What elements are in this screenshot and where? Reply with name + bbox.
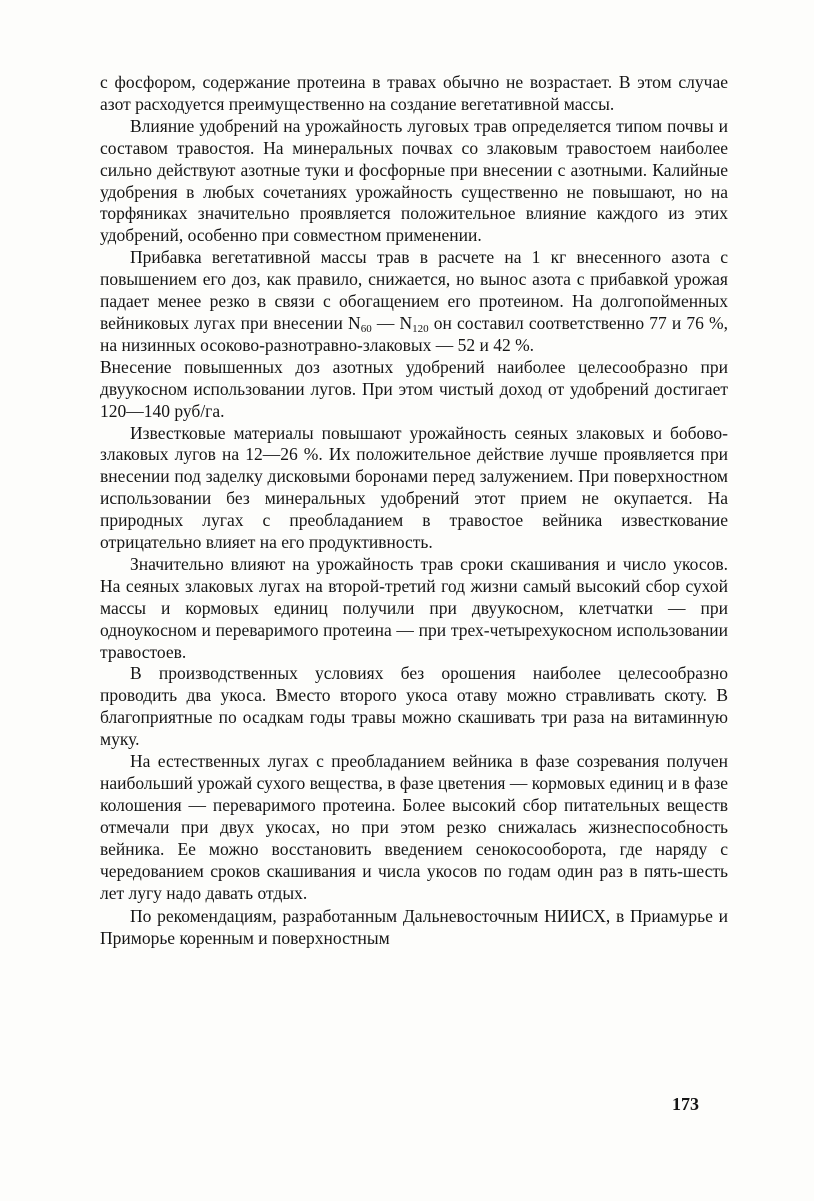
paragraph-mowing-terms: Значительно влияют на урожайность трав сроки скашивания и число укосов. На сеяных злаковых лугах на второй-третий год жизни самый высокий сбор сухой массы и кормовых единиц получили при двуукосном, клетчатки — при одноукосном и переваримого протеина — при трех-четырехукосном использовании травостоев. xyxy=(100,553,728,662)
nitrogen-subscript-60: 60 xyxy=(360,322,372,335)
nitrogen-text-part2: — N xyxy=(371,312,413,333)
nitrogen-subscript-120: 120 xyxy=(412,322,429,335)
paragraph-natural-meadows: На естественных лугах с преобладанием вейника в фазе созревания получен наибольший урожай сухого вещества, в фазе цветения — кормовых единиц и в фазе колошения — переваримого протеина. Более высокий сбор питательных веществ отмечали при двух укосах, но при этом резко снижалась жизнеспособность вейника. Ее можно восстановить введением сенокосооборота, где наряду с чередованием сроков скашивания и числа укосов по годам один раз в пять-шесть лет лугу надо давать отдых. xyxy=(100,751,728,903)
paragraph-recommendations: По рекомендациям, разработанным Дальневосточным НИИСХ, в Приамурье и Приморье коренным и поверхностным xyxy=(100,906,728,949)
body-text xyxy=(100,72,728,950)
paragraph-production-conditions: В производственных условиях без орошения наиболее целесообразно проводить два укоса. Вместо второго укоса отаву можно стравливать скоту. В благоприятные по осадкам годы травы можно скашивать три раза на витаминную муку. xyxy=(100,663,728,750)
paragraph-continuation: с фосфором, содержание протеина в травах обычно не возрастает. В этом случае азот расходуется преимущественно на создание вегетативной массы. xyxy=(100,72,728,114)
page-number: 173 xyxy=(672,1094,699,1114)
nitrogen-text-part4: Внесение повышенных доз азотных удобрений наиболее целесообразно при двуукосном использовании лугов. При этом чистый доход от удобрений достигает 120—140 руб/га. xyxy=(100,356,728,421)
paragraph-fertilizer-influence: Влияние удобрений на урожайность луговых трав определяется типом почвы и составом травостоя. На минеральных почвах со злаковым травостоем наиболее сильно действуют азотные туки и фосфорные при внесении с азотными. Калийные удобрения в любых сочетаниях урожайность существенно не повышают, но на торфяниках значительно проявляется положительное влияние каждого из этих удобрений, особенно при совместном применении. xyxy=(100,115,728,246)
paragraph-liming: Известковые материалы повышают урожайность сеяных злаковых и бобово-злаковых лугов на 12—26 %. Их положительное действие лучше проявляется при внесении под заделку дисковыми боронами перед залужением. При поверхностном использовании без минеральных удобрений этот прием не окупается. На природных лугах с преобладанием в травостое вейника известкование отрицательно влияет на его продуктивность. xyxy=(100,422,728,553)
paragraph-nitrogen-increase xyxy=(100,247,728,422)
nitrogen-text-part1: Прибавка вегетативной массы трав в расчете на 1 кг внесенного азота с повышением его доз, как правило, снижается, но вынос азота с прибавкой урожая падает менее резко в связи с обогащением его протеином. На долгопойменных вейниковых лугах при внесении N xyxy=(100,247,728,333)
nitrogen-text-part3: он составил соответственно 77 и 76 %, на низинных осоково-разнотравно-злаковых — 52 и 42 %. xyxy=(100,312,729,355)
